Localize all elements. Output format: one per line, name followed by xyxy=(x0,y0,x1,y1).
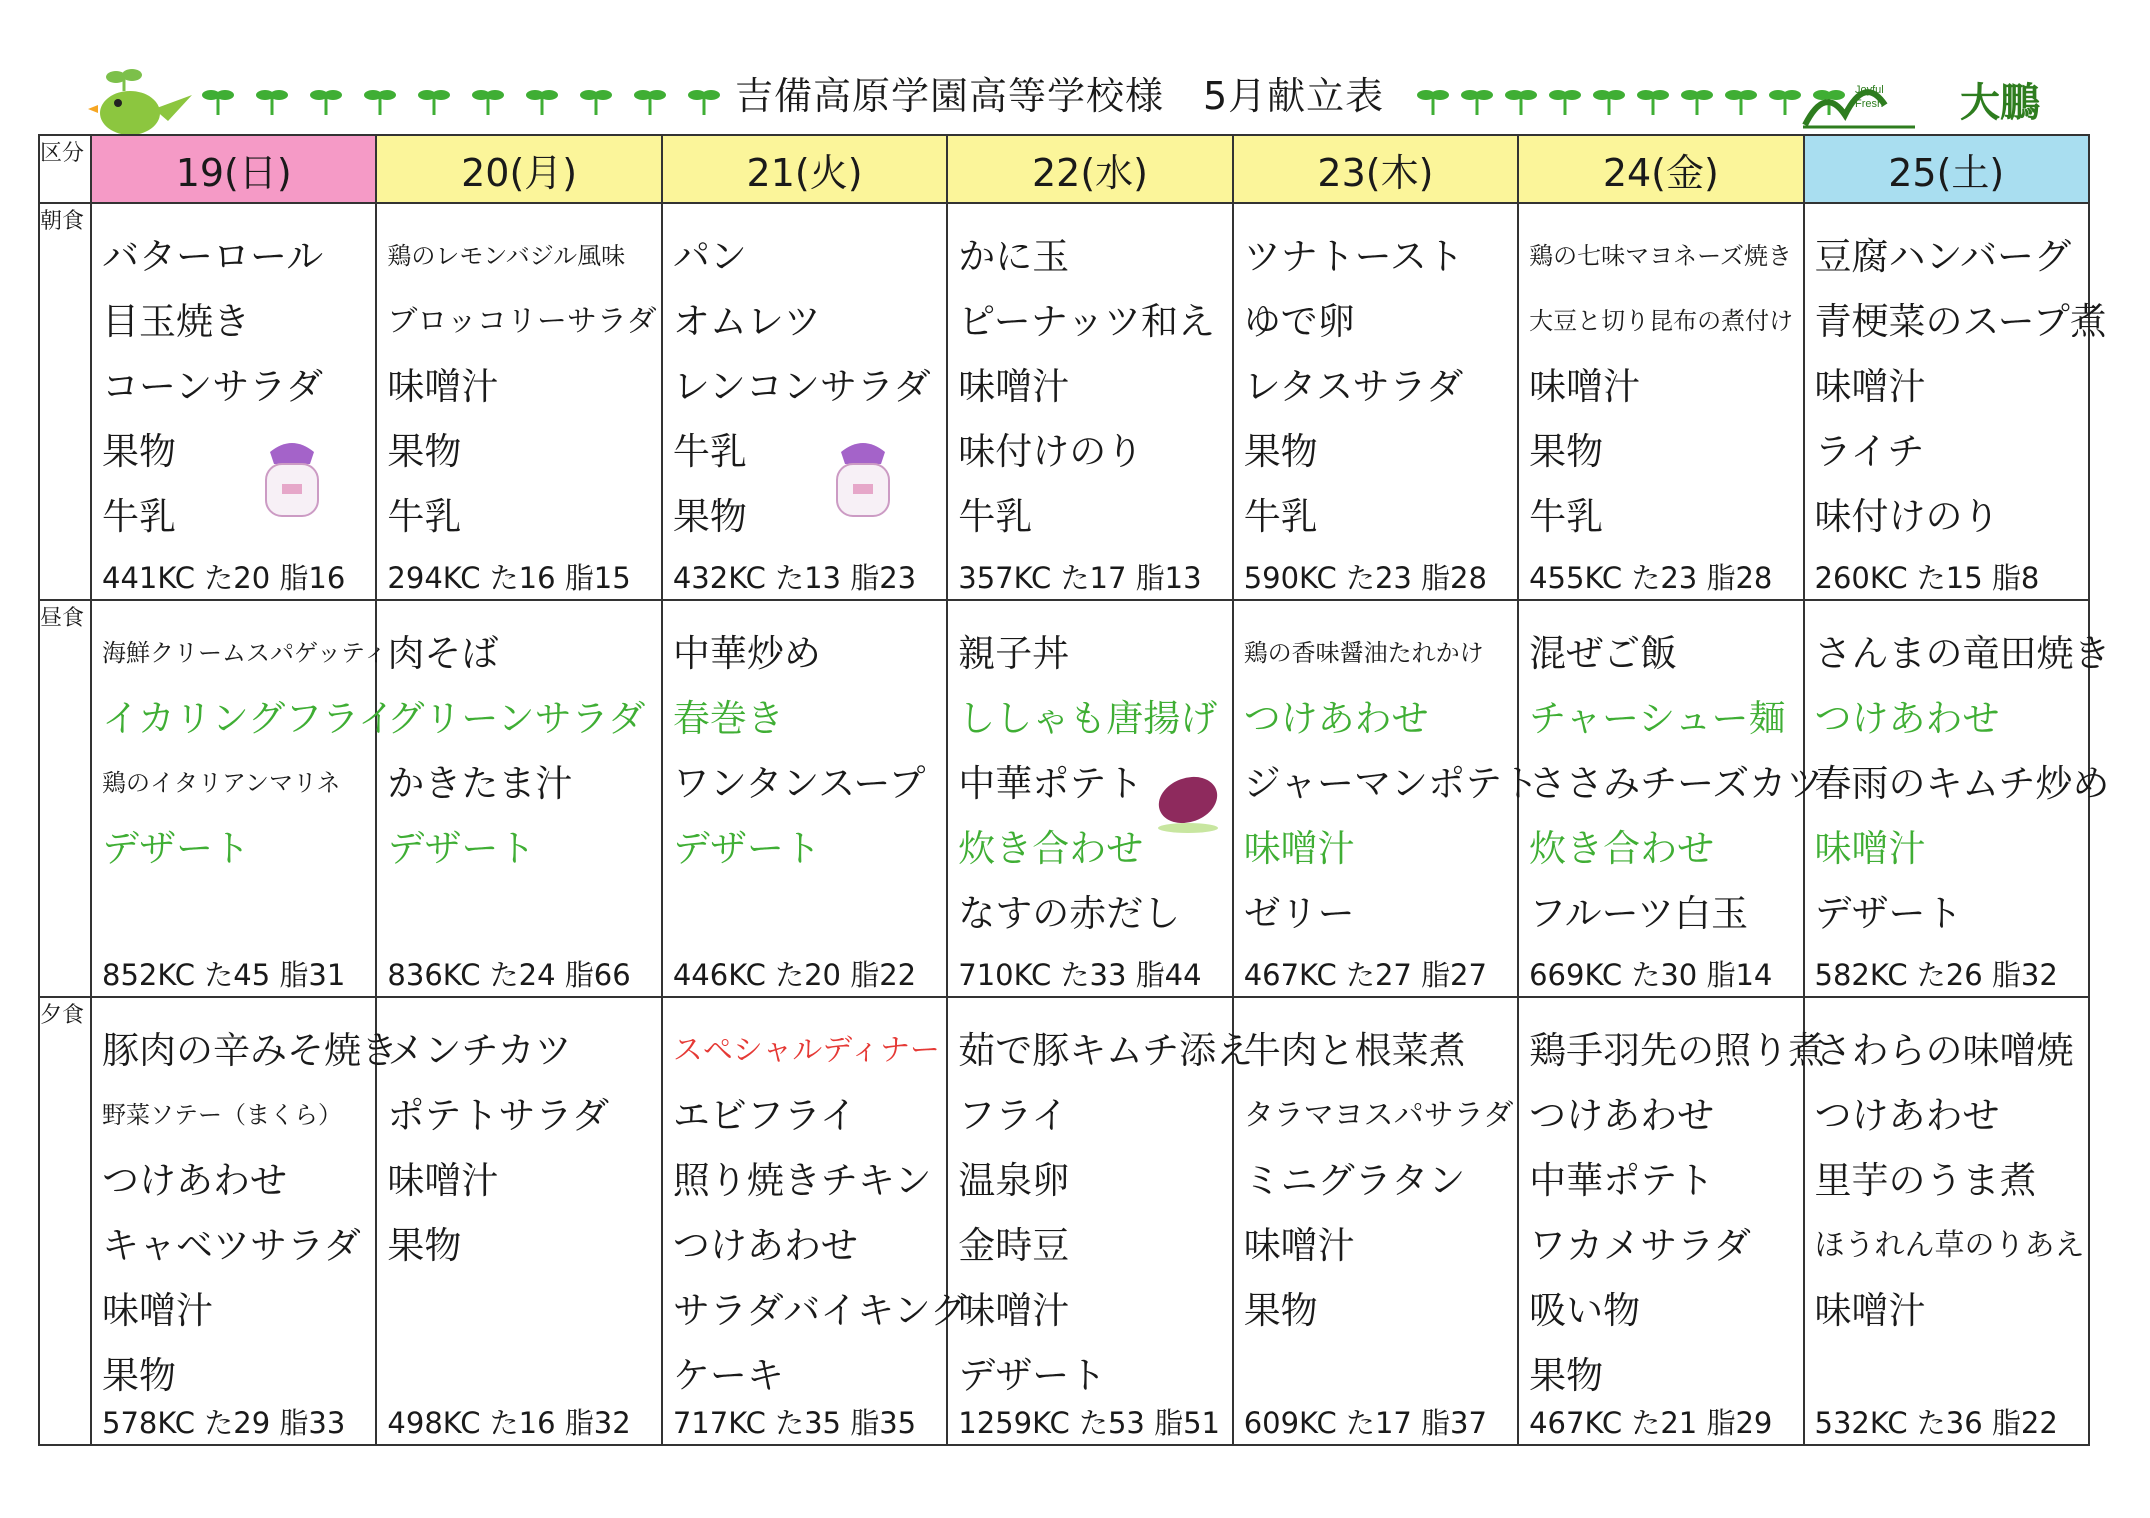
menu-cell xyxy=(662,600,947,997)
menu-table xyxy=(38,134,2111,1446)
menu-cell xyxy=(947,600,1232,997)
menu-items xyxy=(1519,601,1824,946)
menu-cell xyxy=(376,203,661,600)
day-header-row xyxy=(39,135,2089,203)
menu-item: キャベツサラダ xyxy=(102,1224,361,1268)
menu-item: つけあわせ xyxy=(1529,1094,1715,1138)
menu-cell xyxy=(1804,203,2107,600)
menu-cell-body xyxy=(1519,998,1826,1444)
menu-item: チャーシュー麺 xyxy=(1529,697,1786,741)
menu-item: かに玉 xyxy=(958,235,1070,278)
menu-item: ミニグラタン xyxy=(1243,1159,1466,1203)
menu-cell-body xyxy=(1234,998,1517,1444)
menu-item: 鶏のレモンバジル風味 xyxy=(387,242,626,270)
menu-item: タラマヨスパサラダ xyxy=(1243,1098,1514,1134)
menu-item: つけあわせ xyxy=(1243,697,1429,741)
nutrition-info: 441KC た20 脂16 xyxy=(102,561,346,596)
menu-cell-body xyxy=(948,998,1254,1444)
day-label: 22(水) xyxy=(1031,150,1148,195)
svg-text:Fresh: Fresh xyxy=(1855,98,1884,110)
nutrition-info: 609KC た17 脂37 xyxy=(1243,1406,1487,1440)
sprout-icon xyxy=(1547,83,1583,119)
sprout-icon xyxy=(1459,83,1495,119)
menu-cell-body xyxy=(377,998,660,1444)
menu-item: ワカメサラダ xyxy=(1529,1224,1751,1268)
menu-item: エビフライ xyxy=(672,1094,857,1138)
header xyxy=(0,55,2150,145)
menu-item: 鶏手羽先の照り煮 xyxy=(1529,1029,1826,1073)
menu-item: 味噌汁 xyxy=(387,365,499,408)
menu-item: イカリングフライ xyxy=(102,697,396,741)
menu-cell-body xyxy=(663,601,946,996)
bird-sprout-icon xyxy=(88,65,198,145)
menu-item: 牛乳 xyxy=(958,495,1033,538)
menu-item: ポテトサラダ xyxy=(387,1094,610,1138)
menu-item: 肉そば xyxy=(387,632,499,676)
menu-item: 味噌汁 xyxy=(1814,365,1926,408)
jar-icon xyxy=(823,434,903,524)
nutrition-info: 260KC た15 脂8 xyxy=(1814,561,2040,596)
menu-item: 牛乳 xyxy=(387,495,462,538)
menu-item: 豆腐ハンバーグ xyxy=(1814,235,2071,278)
sprout-icon xyxy=(578,83,614,119)
menu-item: つけあわせ xyxy=(1814,697,2000,741)
jar-icon xyxy=(252,434,332,524)
menu-cell-body xyxy=(1234,601,1539,996)
menu-cell xyxy=(1233,600,1539,997)
nutrition-info: 467KC た27 脂27 xyxy=(1243,958,1487,993)
menu-cell xyxy=(662,203,947,600)
menu-items xyxy=(1234,998,1517,1343)
menu-cell-body xyxy=(92,601,396,996)
menu-items xyxy=(1234,204,1517,549)
menu-item: 牛肉と根菜煮 xyxy=(1243,1029,1466,1073)
menu-cell-body xyxy=(1805,601,2111,996)
menu-cell xyxy=(1233,203,1518,600)
menu-item: 味噌汁 xyxy=(1243,1224,1355,1268)
menu-cell xyxy=(662,997,967,1445)
menu-item: 目玉焼き xyxy=(102,300,250,343)
sprout-icon xyxy=(632,83,668,119)
menu-item: ほうれん草のりあえ xyxy=(1814,1228,2085,1264)
menu-item: 果物 xyxy=(102,1354,176,1398)
menu-item: 果物 xyxy=(1243,430,1318,473)
menu-item: 豚肉の辛みそ焼き xyxy=(102,1029,398,1073)
sprout-icon xyxy=(308,83,344,119)
menu-cell-body xyxy=(1234,204,1517,599)
day-header xyxy=(1518,135,1803,203)
menu-item: 果物 xyxy=(387,1224,462,1268)
menu-items xyxy=(377,998,660,1278)
menu-item: デザート xyxy=(387,827,536,871)
menu-items xyxy=(663,601,946,881)
menu-cell-body xyxy=(92,998,398,1444)
menu-item: ジャーマンポテト xyxy=(1243,762,1539,806)
menu-items xyxy=(1519,204,1802,549)
menu-item: バターロール xyxy=(102,235,324,278)
menu-item: メンチカツ xyxy=(387,1029,572,1073)
menu-item: つけあわせ xyxy=(1814,1094,2000,1138)
sprout-icon xyxy=(1679,83,1715,119)
menu-item: 金時豆 xyxy=(958,1224,1070,1268)
menu-item: 春巻き xyxy=(672,697,784,741)
menu-items xyxy=(1805,601,2111,946)
menu-cell xyxy=(1804,997,2089,1445)
day-label: 25(土) xyxy=(1888,150,2005,195)
day-label: 21(火) xyxy=(746,150,863,195)
menu-items xyxy=(92,998,398,1408)
day-header xyxy=(1804,135,2089,203)
menu-item: デザート xyxy=(1814,892,1963,936)
nutrition-info: 498KC た16 脂32 xyxy=(387,1406,631,1440)
menu-item: 牛乳 xyxy=(102,495,176,538)
sprout-icon xyxy=(1591,83,1627,119)
menu-item: 味噌汁 xyxy=(102,1289,213,1333)
meal-row xyxy=(39,997,2089,1445)
menu-item: つけあわせ xyxy=(102,1159,287,1203)
nutrition-info: 357KC た17 脂13 xyxy=(958,561,1202,596)
menu-cell xyxy=(91,203,376,600)
page-title: 吉備高原学園高等学校様 5月献立表 xyxy=(735,74,1385,118)
menu-items xyxy=(948,998,1254,1408)
sprout-icon xyxy=(200,83,236,119)
menu-item: ゆで卵 xyxy=(1243,300,1355,343)
menu-item: 中華ポテト xyxy=(958,762,1144,806)
menu-cell-body xyxy=(377,601,660,996)
menu-cell xyxy=(1804,600,2111,997)
menu-items xyxy=(1805,998,2088,1343)
menu-item: サラダバイキング xyxy=(672,1289,967,1333)
nutrition-info: 710KC た33 脂44 xyxy=(958,958,1202,993)
nutrition-info: 467KC た21 脂29 xyxy=(1529,1406,1773,1440)
menu-cell xyxy=(91,600,396,997)
menu-item: 春雨のキムチ炒め xyxy=(1814,762,2110,806)
nutrition-info: 590KC た23 脂28 xyxy=(1243,561,1487,596)
menu-item: ピーナッツ和え xyxy=(958,300,1216,343)
menu-item: かきたま汁 xyxy=(387,762,573,806)
menu-items xyxy=(1234,601,1539,946)
menu-item: 混ぜご飯 xyxy=(1529,632,1678,676)
day-header xyxy=(662,135,947,203)
menu-item: 吸い物 xyxy=(1529,1289,1641,1333)
menu-item: 果物 xyxy=(387,430,462,473)
menu-cell xyxy=(1518,997,1826,1445)
menu-cell-body xyxy=(948,204,1231,599)
menu-item: 炊き合わせ xyxy=(1529,827,1715,871)
menu-item: 親子丼 xyxy=(958,632,1070,676)
meal-label: 夕食 xyxy=(39,997,91,1445)
nutrition-info: 582KC た26 脂32 xyxy=(1814,958,2058,993)
menu-item: グリーンサラダ xyxy=(387,697,646,741)
day-header xyxy=(947,135,1232,203)
menu-item: フルーツ白玉 xyxy=(1529,892,1749,936)
menu-items xyxy=(1805,204,2107,549)
menu-item: 里芋のうま煮 xyxy=(1814,1159,2037,1203)
sprout-icon xyxy=(254,83,290,119)
menu-item: デザート xyxy=(102,827,250,871)
sprout-icon xyxy=(416,83,452,119)
menu-item: 果物 xyxy=(102,430,176,473)
menu-item: 果物 xyxy=(1529,430,1604,473)
menu-cell-body xyxy=(948,601,1231,996)
menu-item: ライチ xyxy=(1814,430,1925,473)
menu-item: 果物 xyxy=(1243,1289,1318,1333)
menu-item: 味噌汁 xyxy=(958,365,1070,408)
meal-label: 昼食 xyxy=(39,600,91,997)
nutrition-info: 446KC た20 脂22 xyxy=(672,958,917,993)
menu-cell-body xyxy=(1519,601,1824,996)
menu-item: 牛乳 xyxy=(1529,495,1604,538)
menu-item: 大豆と切り昆布の煮付け xyxy=(1529,307,1794,335)
menu-item: 青梗菜のスープ煮 xyxy=(1814,300,2107,343)
sprout-icon xyxy=(1723,83,1759,119)
menu-item: 牛乳 xyxy=(672,430,747,473)
menu-item: 中華ポテト xyxy=(1529,1159,1715,1203)
sprout-icon xyxy=(1415,83,1451,119)
day-header xyxy=(91,135,376,203)
menu-cell xyxy=(947,203,1232,600)
menu-item: さんまの竜田焼き xyxy=(1814,632,2111,676)
nutrition-info: 432KC た13 脂23 xyxy=(672,561,917,596)
menu-item: オムレツ xyxy=(672,300,821,343)
menu-cell-body xyxy=(663,204,946,599)
sprout-icon xyxy=(470,83,506,119)
menu-item: ケーキ xyxy=(672,1354,784,1398)
menu-cell-body xyxy=(1805,998,2088,1444)
menu-cell-body xyxy=(377,204,660,599)
menu-item: 果物 xyxy=(672,495,747,538)
meal-row xyxy=(39,600,2089,997)
menu-item: デザート xyxy=(672,827,821,871)
menu-item: 牛乳 xyxy=(1243,495,1318,538)
menu-item: ささみチーズカツ xyxy=(1529,762,1824,806)
sprout-icon xyxy=(686,83,722,119)
menu-item: 鶏のイタリアンマリネ xyxy=(102,769,341,798)
nutrition-info: 578KC た29 脂33 xyxy=(102,1406,346,1440)
menu-item: コーンサラダ xyxy=(102,365,323,408)
corner-label: 区分 xyxy=(39,135,91,203)
menu-item: レタスサラダ xyxy=(1243,365,1464,408)
menu-item: 炊き合わせ xyxy=(958,827,1144,871)
menu-item: なすの赤だし xyxy=(958,892,1181,936)
nutrition-info: 455KC た23 脂28 xyxy=(1529,561,1773,596)
menu-cell-body xyxy=(1805,204,2107,599)
sprout-row-left xyxy=(200,83,722,119)
day-label: 24(金) xyxy=(1602,150,1719,195)
meal-label: 朝食 xyxy=(39,203,91,600)
menu-items xyxy=(377,204,660,549)
sprout-icon xyxy=(1503,83,1539,119)
menu-items xyxy=(663,998,967,1408)
menu-cell xyxy=(1518,600,1824,997)
menu-item: 鶏の七味マヨネーズ焼き xyxy=(1529,242,1792,270)
nutrition-info: 1259KC た53 脂51 xyxy=(958,1406,1220,1440)
menu-item: 果物 xyxy=(1529,1354,1604,1398)
menu-item: 味付けのり xyxy=(1814,495,2000,538)
menu-item: 味付けのり xyxy=(958,430,1144,473)
nutrition-info: 532KC た36 脂22 xyxy=(1814,1406,2058,1440)
menu-cell xyxy=(947,997,1254,1445)
menu-item: スペシャルディナー xyxy=(672,1033,940,1069)
menu-cell xyxy=(376,997,661,1445)
menu-item: さわらの味噌焼 xyxy=(1814,1029,2074,1073)
menu-items xyxy=(377,601,660,881)
menu-item: 海鮮クリームスパゲッティ xyxy=(102,639,388,668)
nutrition-info: 294KC た16 脂15 xyxy=(387,561,631,596)
menu-item: ブロッコリーサラダ xyxy=(387,304,657,339)
menu-item: ツナトースト xyxy=(1243,235,1464,278)
sweet-potato-icon xyxy=(1148,756,1228,836)
day-header xyxy=(1233,135,1518,203)
menu-cell xyxy=(91,997,398,1445)
menu-item: 味噌汁 xyxy=(1243,827,1355,871)
day-label: 23(木) xyxy=(1317,150,1434,195)
menu-cell xyxy=(1518,203,1803,600)
sprout-row-right xyxy=(1415,83,1847,119)
menu-item: 照り焼きチキン xyxy=(672,1159,932,1203)
day-label: 19(日) xyxy=(175,150,292,195)
menu-cell xyxy=(376,600,661,997)
menu-item: ワンタンスープ xyxy=(672,762,926,806)
menu-item: パン xyxy=(672,235,747,278)
svg-text:Joyful: Joyful xyxy=(1855,84,1884,96)
menu-cell-body xyxy=(663,998,967,1444)
sprout-icon xyxy=(1635,83,1671,119)
nutrition-info: 669KC た30 脂14 xyxy=(1529,958,1773,993)
menu-item: 野菜ソテー（まくら） xyxy=(102,1101,342,1130)
menu-item: 味噌汁 xyxy=(958,1289,1070,1333)
menu-item: 味噌汁 xyxy=(387,1159,499,1203)
menu-cell-body xyxy=(1519,204,1802,599)
menu-items xyxy=(1519,998,1826,1408)
menu-cell xyxy=(1233,997,1518,1445)
sprout-icon xyxy=(524,83,560,119)
nutrition-info: 717KC た35 脂35 xyxy=(672,1406,917,1440)
menu-item: ゼリー xyxy=(1243,892,1355,936)
menu-item: ししゃも唐揚げ xyxy=(958,697,1218,741)
menu-item: 鶏の香味醤油たれかけ xyxy=(1243,639,1484,668)
menu-item: 温泉卵 xyxy=(958,1159,1070,1203)
menu-item: 茹で豚キムチ添え xyxy=(958,1029,1254,1073)
menu-item: 味噌汁 xyxy=(1529,365,1641,408)
menu-item: 味噌汁 xyxy=(1814,827,1926,871)
menu-item: デザート xyxy=(958,1354,1107,1398)
nutrition-info: 852KC た45 脂31 xyxy=(102,958,346,993)
day-label: 20(月) xyxy=(461,150,578,195)
sprout-icon xyxy=(362,83,398,119)
menu-items xyxy=(663,204,946,549)
menu-cell-body xyxy=(92,204,375,599)
menu-item: フライ xyxy=(958,1094,1069,1138)
menu-item: 味噌汁 xyxy=(1814,1289,1926,1333)
nutrition-info: 836KC た24 脂66 xyxy=(387,958,631,993)
meal-row xyxy=(39,203,2089,600)
company-logo-text: 大鵬 xyxy=(1960,79,2040,126)
menu-items xyxy=(92,601,396,881)
menu-items xyxy=(948,204,1231,549)
menu-item: つけあわせ xyxy=(672,1224,858,1268)
day-header xyxy=(376,135,661,203)
menu-item: 中華炒め xyxy=(672,632,821,676)
menu-item: レンコンサラダ xyxy=(672,365,931,408)
menu-items xyxy=(92,204,375,549)
